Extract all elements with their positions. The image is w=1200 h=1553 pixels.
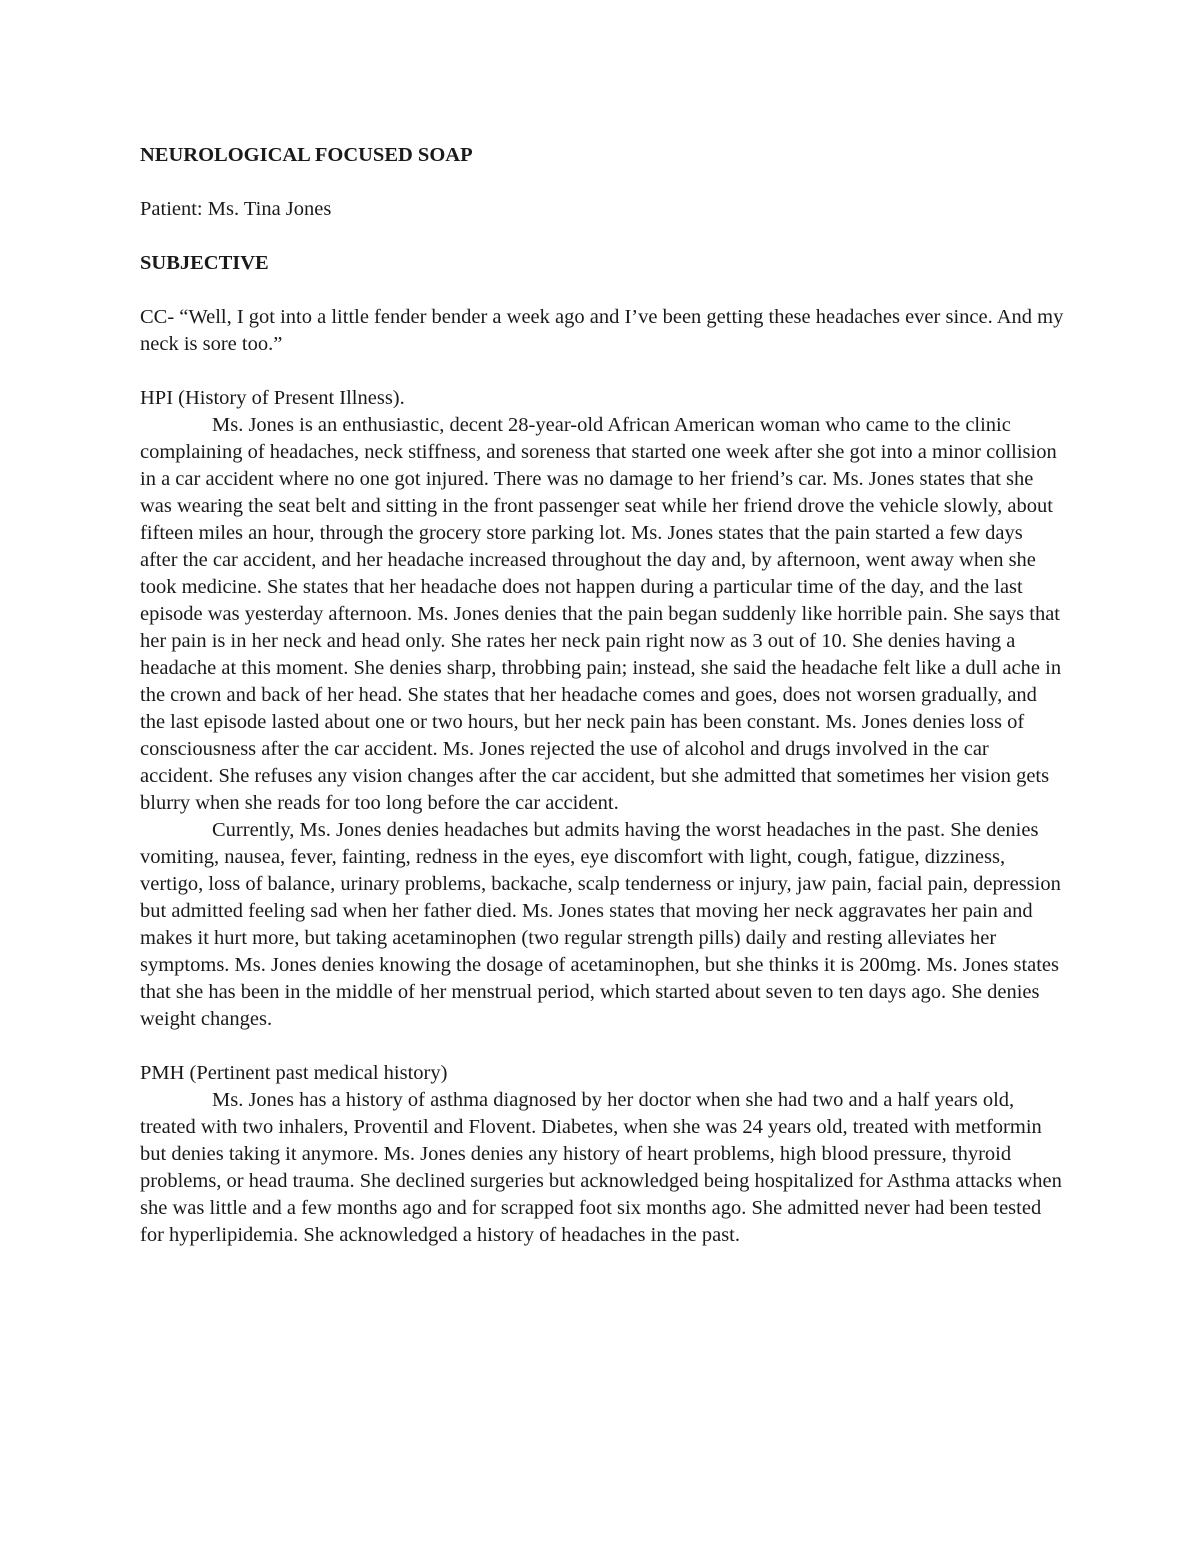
document-title: NEUROLOGICAL FOCUSED SOAP <box>140 144 473 166</box>
pmh-section <box>140 1060 1065 1249</box>
patient-name: Patient: Ms. Tina Jones <box>140 198 332 220</box>
hpi-paragraph: Currently, Ms. Jones denies headaches but admits having the worst headaches in the past. She denies vomiting, nausea, fever, fainting, redness in the eyes, eye discomfort with light, cough, fatigue, dizziness, vertigo, loss of balance, urinary problems, backache, scalp tenderness or injury, jaw pain, facial pain, depression but admitted feeling sad when her father died. Ms. Jones states that moving her neck aggravates her pain and makes it hurt more, but taking acetaminophen (two regular strength pills) daily and resting alleviates her symptoms. Ms. Jones denies knowing the dosage of acetaminophen, but she thinks it is 200mg. Ms. Jones states that she has been in the middle of her menstrual period, which started about seven to ten days ago. She denies weight changes. <box>140 819 1061 1030</box>
hpi-label: HPI (History of Present Illness). <box>140 387 405 409</box>
pmh-paragraph: Ms. Jones has a history of asthma diagnosed by her doctor when she had two and a half years old, treated with two inhalers, Proventil and Flovent. Diabetes, when she was 24 years old, treated with metformin but denies taking it anymore. Ms. Jones denies any history of heart problems, high blood pressure, thyroid problems, or head trauma. She declined surgeries but acknowledged being hospitalized for Asthma attacks when she was little and a few months ago and for scrapped foot six months ago. She admitted never had been tested for hyperlipidemia. She acknowledged a history of headaches in the past. <box>140 1089 1062 1246</box>
pmh-label: PMH (Pertinent past medical history) <box>140 1062 448 1084</box>
hpi-paragraph: Ms. Jones is an enthusiastic, decent 28-year-old African American woman who came to the clinic complaining of headaches, neck stiffness, and soreness that started one week after she got into a minor collision in a car accident where no one got injured. There was no damage to her friend’s car. Ms. Jones states that she was wearing the seat belt and sitting in the front passenger seat while her friend drove the vehicle slowly, about fifteen miles an hour, through the grocery store parking lot. Ms. Jones states that the pain started a few days after the car accident, and her headache increased throughout the day and, by afternoon, went away when she took medicine. She states that her headache does not happen during a particular time of the day, and the last episode was yesterday afternoon. Ms. Jones denies that the pain began suddenly like horrible pain. She says that her pain is in her neck and head only. She rates her neck pain right now as 3 out of 10. She denies having a headache at this moment. She denies sharp, throbbing pain; instead, she said the headache felt like a dull ache in the crown and back of her head. She states that her headache comes and goes, does not worsen gradually, and the last episode lasted about one or two hours, but her neck pain has been constant. Ms. Jones denies loss of consciousness after the car accident. Ms. Jones rejected the use of alcohol and drugs involved in the car accident. She refuses any vision changes after the car accident, but she admitted that sometimes her vision gets blurry when she reads for too long before the car accident. <box>140 414 1062 814</box>
subjective-heading: SUBJECTIVE <box>140 252 269 274</box>
document-page <box>140 142 1065 1276</box>
chief-complaint: CC- “Well, I got into a little fender bender a week ago and I’ve been getting these headaches ever since. And my neck is sore too.” <box>140 306 1064 355</box>
hpi-section <box>140 385 1065 1033</box>
